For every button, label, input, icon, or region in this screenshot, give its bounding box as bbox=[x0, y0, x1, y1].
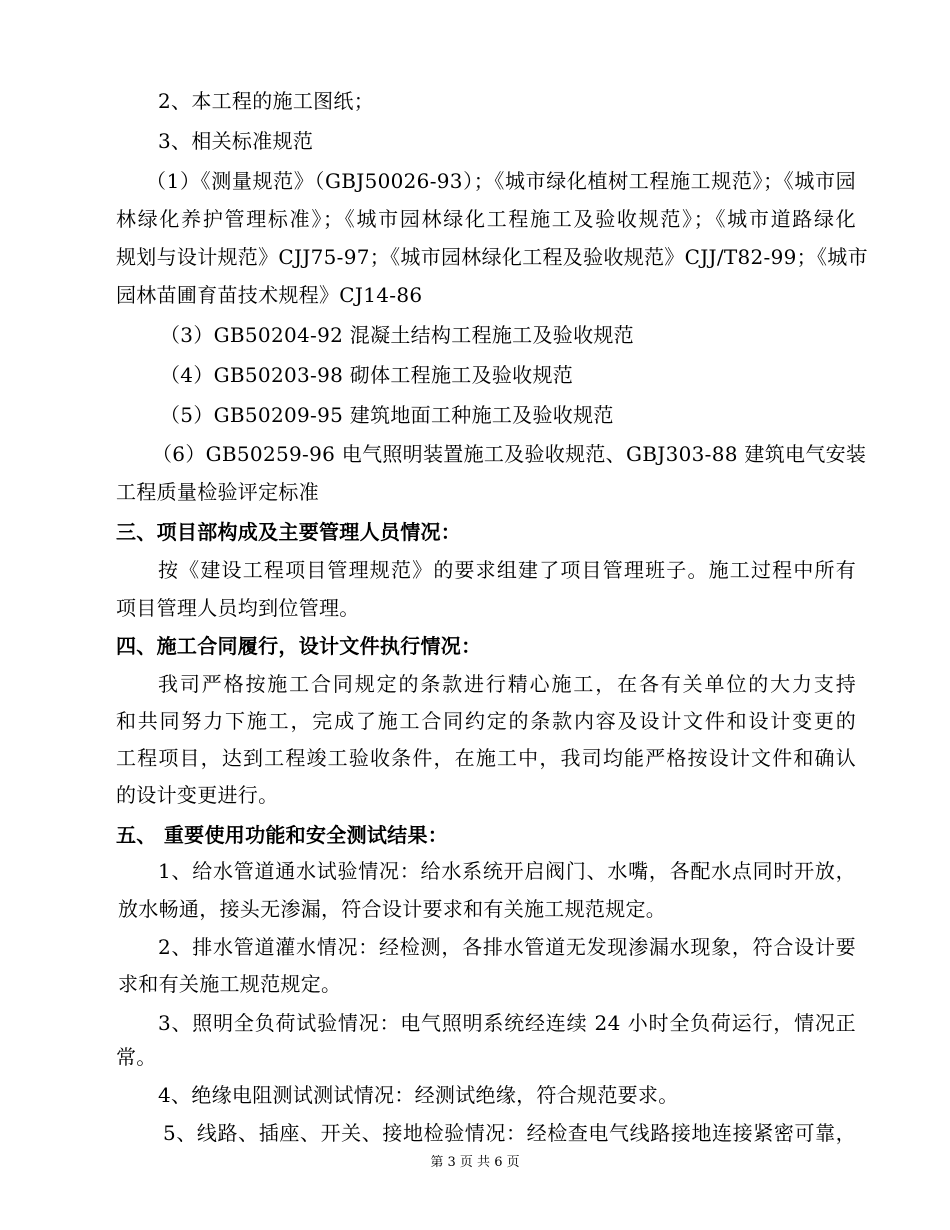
section-3-paragraph-line: 项目管理人员均到位管理。 bbox=[116, 596, 360, 620]
section-4-paragraph-line: 和共同努力下施工，完成了施工合同约定的条款内容及设计文件和设计变更的 bbox=[116, 709, 856, 733]
section-heading-project-department: 三、项目部构成及主要管理人员情况： bbox=[116, 520, 462, 544]
test-item-drainage-continued: 求和有关施工规范规定。 bbox=[118, 972, 342, 996]
section-heading-contract-execution: 四、施工合同履行，设计文件执行情况： bbox=[116, 634, 482, 658]
section-3-paragraph-line: 按《建设工程项目管理规范》的要求组建了项目管理班子。施工过程中所有 bbox=[158, 558, 856, 582]
test-item-water-supply-continued: 放水畅通，接头无渗漏，符合设计要求和有关施工规范规定。 bbox=[118, 897, 667, 921]
test-item-wiring-grounding: 5、线路、插座、开关、接地检验情况：经检查电气线路接地连接紧密可靠， bbox=[163, 1121, 856, 1145]
standards-paragraph-line: 规划与设计规范》CJJ75-97；《城市园林绿化工程及验收规范》CJJ/T82-99；《城市 bbox=[116, 245, 868, 269]
test-item-lighting-load-continued: 常。 bbox=[116, 1045, 157, 1069]
standards-paragraph-line: 林绿化养护管理标准》；《城市园林绿化工程施工及验收规范》；《城市道路绿化 bbox=[116, 207, 856, 231]
test-item-lighting-load: 3、照明全负荷试验情况：电气照明系统经连续 24 小时全负荷运行，情况正 bbox=[158, 1011, 856, 1035]
list-item-construction-drawings: 2、本工程的施工图纸； bbox=[158, 89, 375, 113]
section-4-paragraph-line: 工程项目，达到工程竣工验收条件，在施工中，我司均能严格按设计文件和确认 bbox=[116, 746, 856, 770]
section-4-paragraph-line: 的设计变更进行。 bbox=[116, 783, 279, 807]
standard-item-6: （6）GB50259-96 电气照明装置施工及验收规范、GBJ303-88 建筑电气安装 bbox=[152, 442, 867, 466]
standard-item-6-continued: 工程质量检验评定标准 bbox=[116, 480, 319, 504]
section-heading-function-safety-tests: 五、 重要使用功能和安全测试结果： bbox=[116, 823, 449, 847]
standard-item-4: （4）GB50203-98 砌体工程施工及验收规范 bbox=[160, 363, 574, 387]
test-item-insulation: 4、绝缘电阻测试测试情况：经测试绝缘，符合规范要求。 bbox=[158, 1083, 679, 1107]
standards-paragraph-line: 园林苗圃育苗技术规程》CJ14-86 bbox=[116, 283, 423, 307]
list-item-standards: 3、相关标准规范 bbox=[158, 129, 314, 153]
test-item-drainage: 2、排水管道灌水情况：经检测，各排水管道无发现渗漏水现象，符合设计要 bbox=[158, 935, 856, 959]
section-4-paragraph-line: 我司严格按施工合同规定的条款进行精心施工，在各有关单位的大力支持 bbox=[158, 672, 856, 696]
standard-item-3: （3）GB50204-92 混凝土结构工程施工及验收规范 bbox=[160, 323, 634, 347]
test-item-water-supply: 1、给水管道通水试验情况：给水系统开启阀门、水嘴，各配水点同时开放， bbox=[158, 859, 856, 883]
standards-paragraph-line: （1）《测量规范》（GBJ50026-93）；《城市绿化植树工程施工规范》；《城市园 bbox=[146, 169, 856, 193]
standard-item-5: （5）GB50209-95 建筑地面工种施工及验收规范 bbox=[160, 403, 614, 427]
page-number-footer: 第 3 页 共 6 页 bbox=[430, 1155, 520, 1170]
